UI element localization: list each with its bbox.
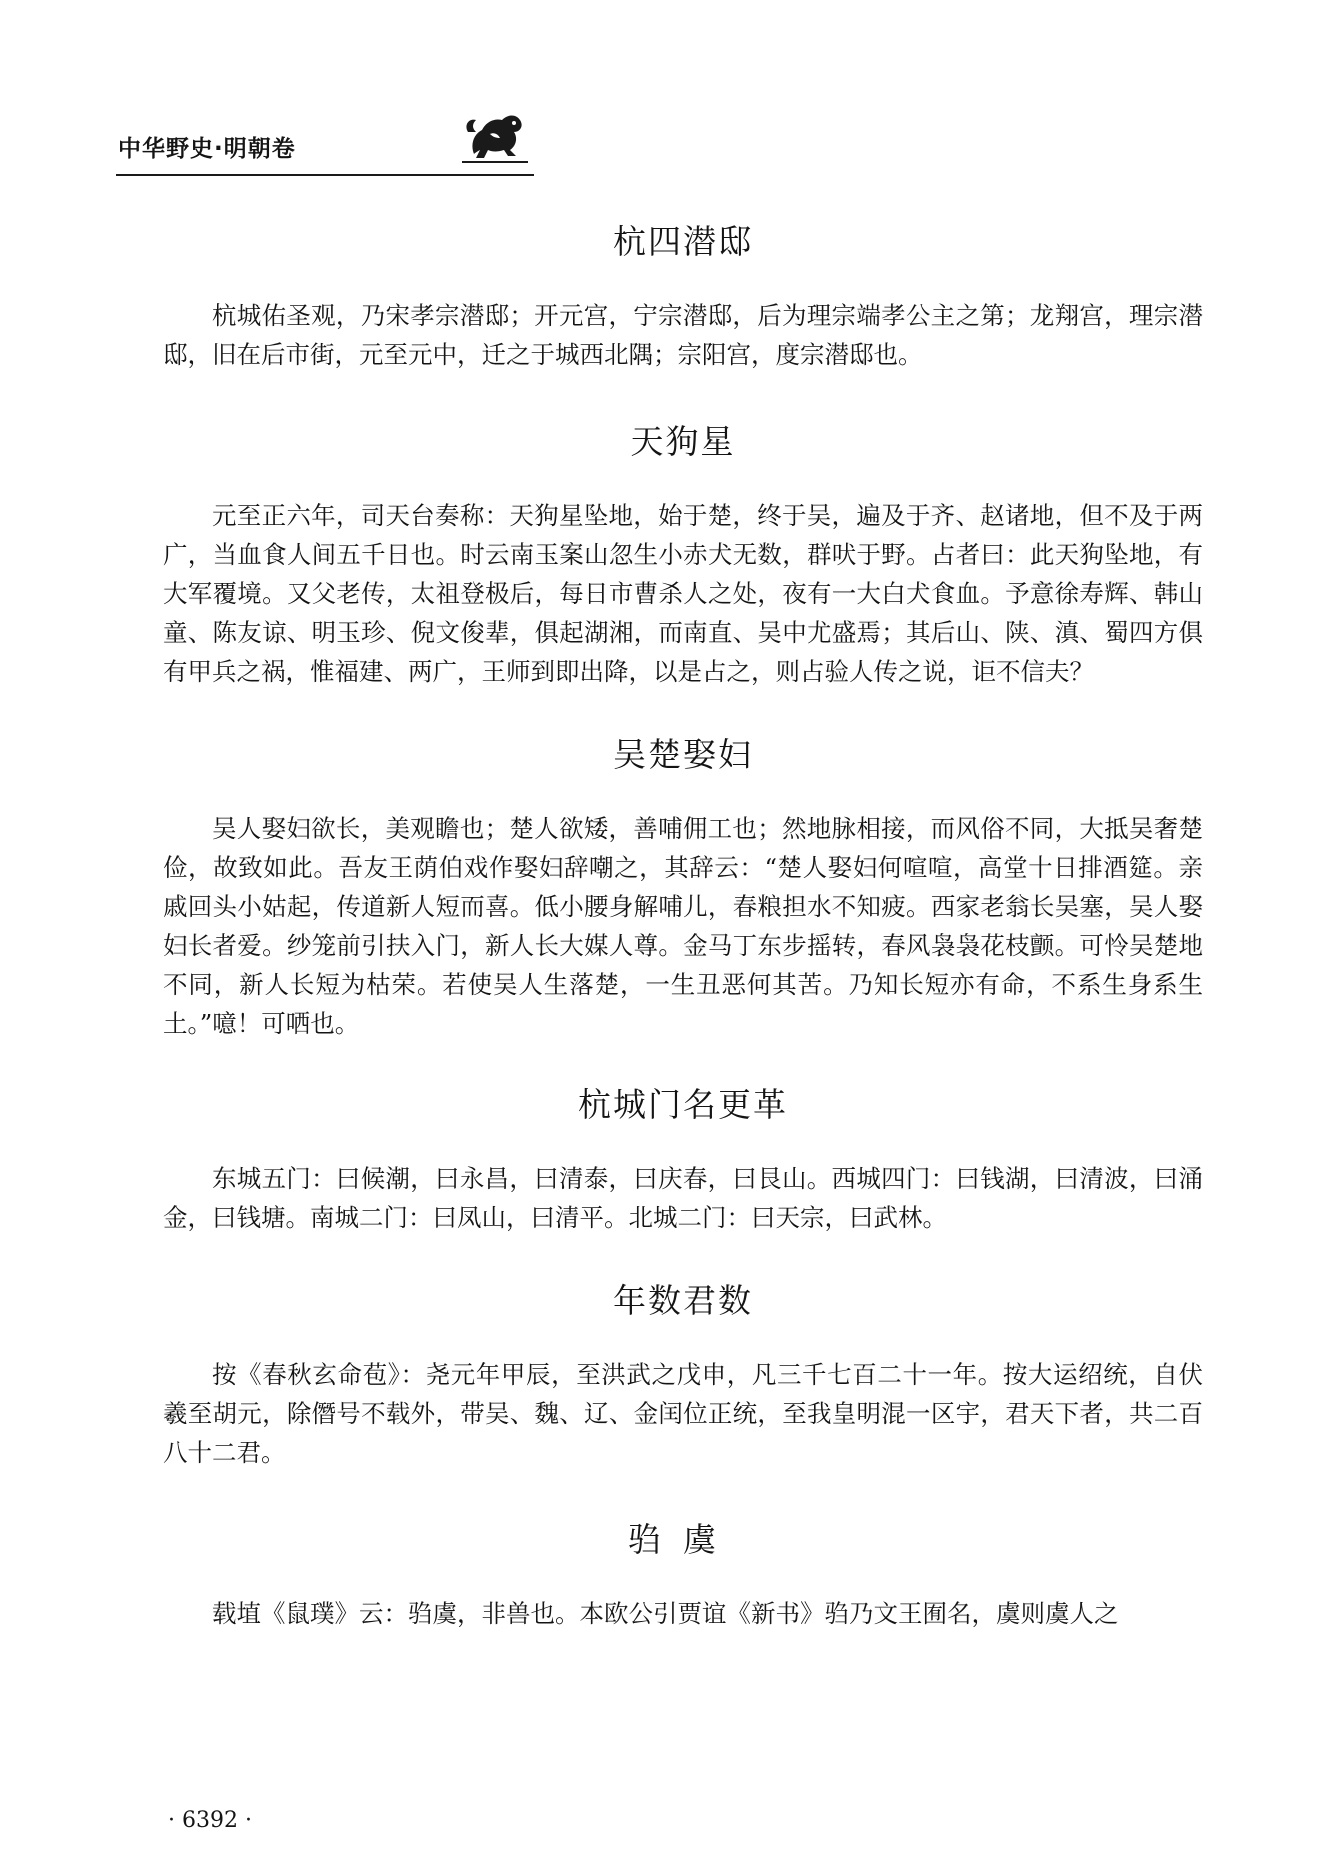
section-title: 天狗星 <box>630 422 736 461</box>
section-body: 元至正六年，司天台奏称：天狗星坠地，始于楚，终于吴，遍及于齐、赵诸地，但不及于两广，当血食人间五千日也。时云南玉案山忽生小赤犬无数，群吠于野。占者曰：此天狗坠地，有大军覆境。又父老传，太祖登极后，每日市曹杀人之处，夜有一大白犬食血。予意徐寿辉、韩山童、陈友谅、明玉珍、倪文俊辈，俱起湖湘，而南直、吴中尤盛焉；其后山、陕、滇、蜀四方俱有甲兵之祸，惟福建、两广，王师到即出降，以是占之，则占验人传之说，讵不信夫？ <box>163 501 1203 686</box>
running-header <box>116 104 532 174</box>
section-zouyu <box>163 1518 1203 1633</box>
section-body: 按《春秋玄命苞》：尧元年甲辰，至洪武之戊申，凡三千七百二十一年。按大运绍统，自伏羲至胡元，除僭号不载外，带吴、魏、辽、金闰位正统，至我皇明混一区宇，君天下者，共二百八十二君。 <box>163 1360 1203 1467</box>
page-content <box>163 220 1203 1633</box>
section-body: 东城五门：曰候潮，曰永昌，曰清泰，曰庆春，曰艮山。西城四门：曰钱湖，曰清波，曰涌金，曰钱塘。南城二门：曰凤山，曰清平。北城二门：曰天宗，曰武林。 <box>163 1164 1203 1232</box>
section-body: 杭城佑圣观，乃宋孝宗潜邸；开元宫，宁宗潜邸，后为理宗端孝公主之第；龙翔宫，理宗潜邸，旧在后市街，元至元中，迁之于城西北隅；宗阳宫，度宗潜邸也。 <box>163 301 1203 369</box>
section-title: 驺虞 <box>628 1520 738 1559</box>
section-title: 杭四潜邸 <box>613 222 753 261</box>
section-body: 载埴《鼠璞》云：驺虞，非兽也。本欧公引贾谊《新书》驺乃文王囿名，虞则虞人之 <box>212 1599 1119 1628</box>
section-title: 吴楚娶妇 <box>613 735 753 774</box>
header-rule <box>116 174 534 176</box>
section-hang-four-residences <box>163 220 1203 374</box>
section-years-and-rulers <box>163 1279 1203 1472</box>
section-body: 吴人娶妇欲长，美观瞻也；楚人欲矮，善哺佣工也；然地脉相接，而风俗不同，大抵吴奢楚俭，故致如此。吾友王荫伯戏作娶妇辞嘲之，其辞云：“楚人娶妇何喧喧，高堂十日排酒筵。亲戚回头小姑起，传道新人短而喜。低小腰身解哺儿，春粮担水不知疲。西家老翁长吴塞，吴人娶妇长者爱。纱笼前引扶入门，新人长大媒人尊。金马丁东步摇转，春风袅袅花枝颤。可怜吴楚地不同，新人长短为枯荣。若使吴人生落楚，一生丑恶何其苦。乃知长短亦有命，不系生身系生土。”噫！可哂也。 <box>163 814 1203 1038</box>
dragon-emblem-icon <box>460 104 530 166</box>
book-title: 中华野史·明朝卷 <box>118 136 296 162</box>
section-hang-city-gates <box>163 1083 1203 1237</box>
section-title: 年数君数 <box>613 1281 753 1320</box>
section-title: 杭城门名更革 <box>578 1085 788 1124</box>
section-wu-chu-marriage <box>163 733 1203 1043</box>
section-heavenly-dog-star <box>163 420 1203 691</box>
page-number: · 6392 · <box>168 1808 252 1833</box>
